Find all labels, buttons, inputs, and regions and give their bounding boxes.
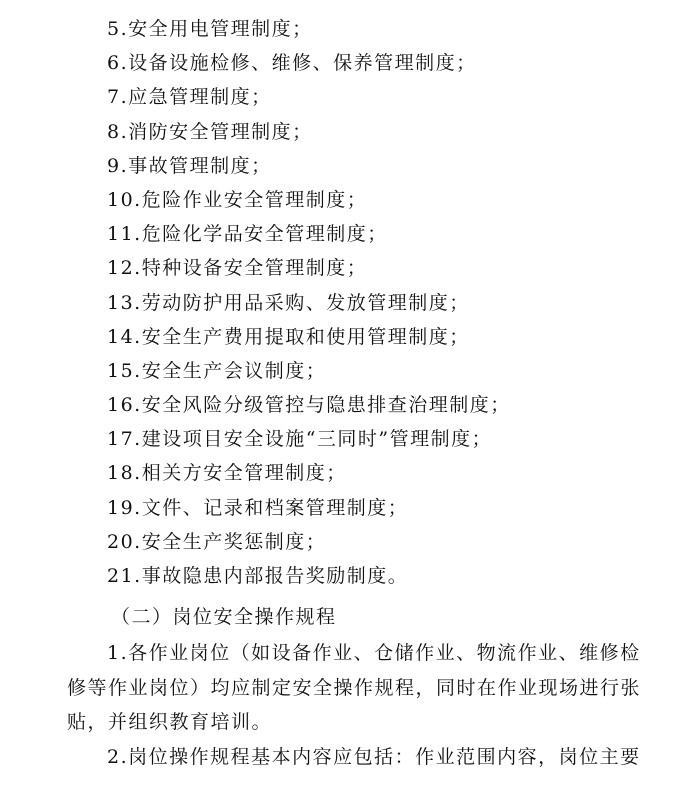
list-item: 8.消防安全管理制度； xyxy=(107,120,313,143)
paragraph-line: 修等作业岗位）均应制定安全操作规程，同时在作业现场进行张 xyxy=(67,676,642,699)
list-item: 9.事故管理制度； xyxy=(107,154,272,177)
list-item: 20.安全生产奖惩制度； xyxy=(107,530,327,553)
section-heading: （二）岗位安全操作规程 xyxy=(111,606,337,628)
list-item: 13.劳动防护用品采购、发放管理制度； xyxy=(107,291,470,314)
list-item: 14.安全生产费用提取和使用管理制度； xyxy=(107,325,470,348)
list-item: 18.相关方安全管理制度； xyxy=(107,462,347,485)
paragraph-1 xyxy=(67,636,642,740)
paragraph-line: 2.岗位操作规程基本内容应包括：作业范围内容，岗位主要 xyxy=(107,746,641,768)
list-item: 21.事故隐患内部报告奖励制度。 xyxy=(107,565,409,587)
list-item: 6.设备设施检修、维修、保养管理制度； xyxy=(107,52,477,75)
list-item: 17.建设项目安全设施“三同时”管理制度； xyxy=(107,428,493,451)
list-item: 16.安全风险分级管控与隐患排查治理制度； xyxy=(107,394,511,417)
list-item: 19.文件、记录和档案管理制度； xyxy=(107,496,409,519)
paragraph-2 xyxy=(67,740,641,775)
list-item: 15.安全生产会议制度； xyxy=(107,359,327,382)
paragraph-line: 1.各作业岗位（如设备作业、仓储作业、物流作业、维修检 xyxy=(107,642,641,664)
paragraph-line: 贴，并组织教育培训。 xyxy=(67,711,273,733)
list-item: 12.特种设备安全管理制度； xyxy=(107,257,368,280)
regulation-list xyxy=(107,12,667,593)
list-item: 11.危险化学品安全管理制度； xyxy=(107,223,388,246)
list-item: 10.危险作业安全管理制度； xyxy=(107,188,368,211)
list-item: 5.安全用电管理制度； xyxy=(107,18,313,40)
list-item: 7.应急管理制度； xyxy=(107,86,272,109)
